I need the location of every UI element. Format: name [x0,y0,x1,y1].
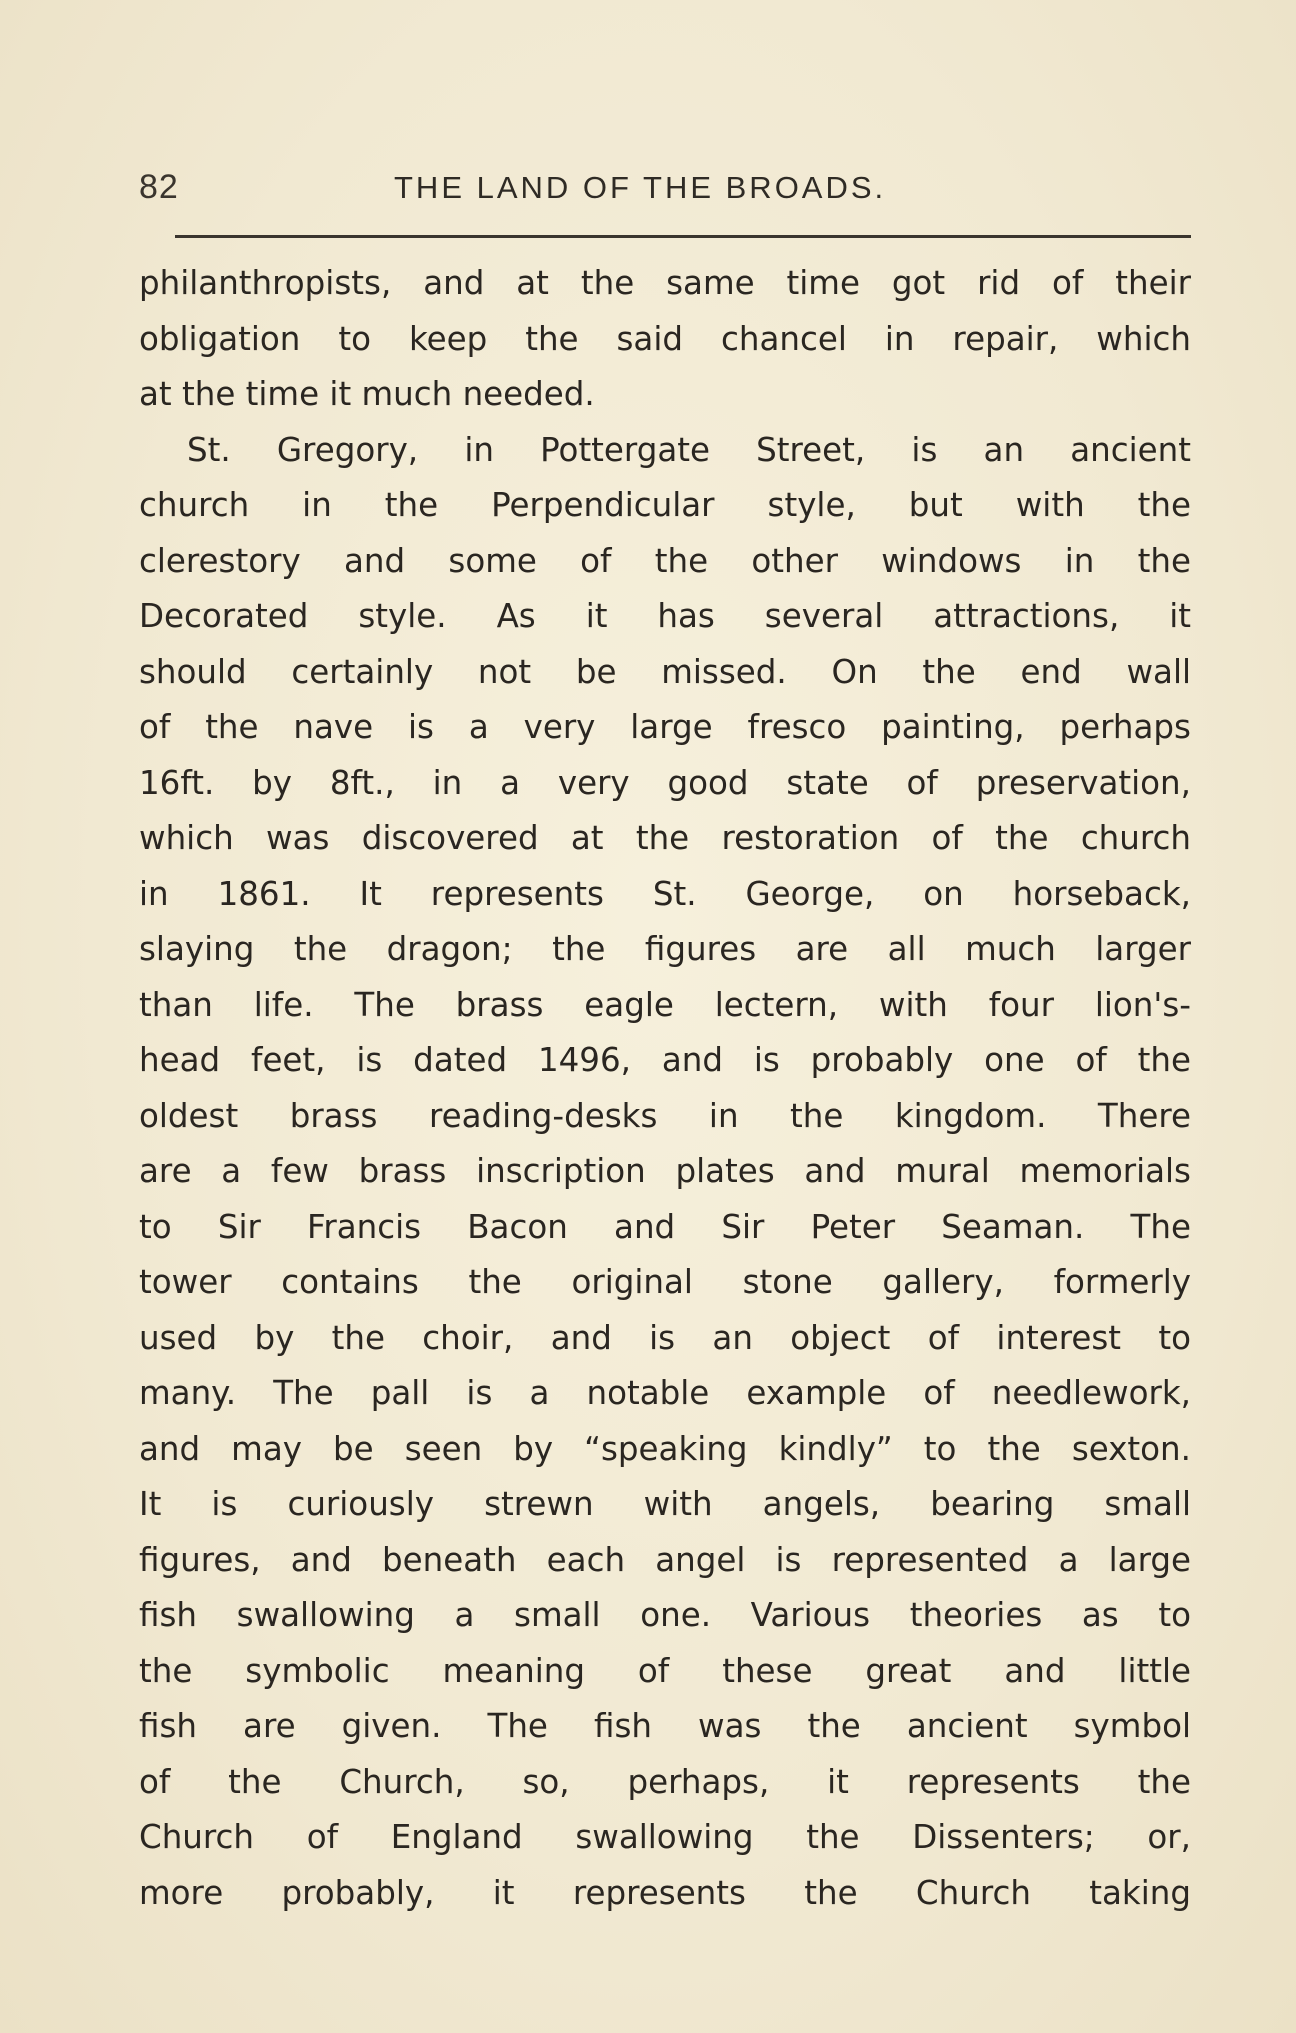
header-rule [175,235,1191,238]
page-number: 82 [139,168,179,206]
text-line: church in the Perpendicular style, but with the [139,486,1191,524]
text-line: should certainly not be missed. On the end wall [139,652,1191,691]
text-line: than life. The brass eagle lectern, with four lion's- [139,985,1191,1024]
text-line: oldest brass reading-desks in the kingdom. There [139,1096,1191,1135]
text-line: the symbolic meaning of these great and little [139,1651,1191,1690]
text-line: fish swallowing a small one. Various theories as to [139,1596,1191,1634]
text-line: figures, and beneath each angel is represented a large [139,1540,1191,1579]
running-title: THE LAND OF THE BROADS. [394,170,887,205]
body-text [139,256,1191,1921]
text-line: in 1861. It represents St. George, on horseback, [139,874,1191,913]
text-line: Church of England swallowing the Dissenters; or, [139,1818,1191,1856]
text-line: more probably, it represents the Church taking [139,1873,1191,1912]
text-line: philanthropists, and at the same time got rid of their [139,264,1191,302]
text-line: are a few brass inscription plates and mural memorials [139,1152,1191,1190]
text-line: St. Gregory, in Pottergate Street, is an ancient [187,430,1191,469]
text-line: slaying the dragon; the figures are all much larger [139,930,1191,968]
text-line: many. The pall is a notable example of needlework, [139,1374,1191,1412]
text-line: of the Church, so, perhaps, it represents the [139,1762,1191,1801]
text-line: clerestory and some of the other windows in the [139,541,1191,580]
text-line: fish are given. The fish was the ancient symbol [139,1707,1191,1745]
text-line: which was discovered at the restoration of the church [139,819,1191,857]
text-line: head feet, is dated 1496, and is probably one of the [139,1041,1191,1079]
page-header [139,168,1191,218]
text-line: obligation to keep the said chancel in repair, which [139,319,1191,358]
text-line: It is curiously strewn with angels, bearing small [139,1485,1191,1523]
text-line: 16ft. by 8ft., in a very good state of preservation, [139,763,1191,802]
text-line: of the nave is a very large fresco painting, perhaps [139,708,1191,746]
text-line: at the time it much needed. [139,375,595,413]
text-line: used by the choir, and is an object of interest to [139,1318,1191,1357]
text-line: and may be seen by “speaking kindly” to the sexton. [139,1429,1191,1468]
text-line: tower contains the original stone gallery, formerly [139,1263,1191,1301]
text-line: Decorated style. As it has several attractions, it [139,597,1191,635]
text-line: to Sir Francis Bacon and Sir Peter Seaman. The [139,1207,1191,1246]
